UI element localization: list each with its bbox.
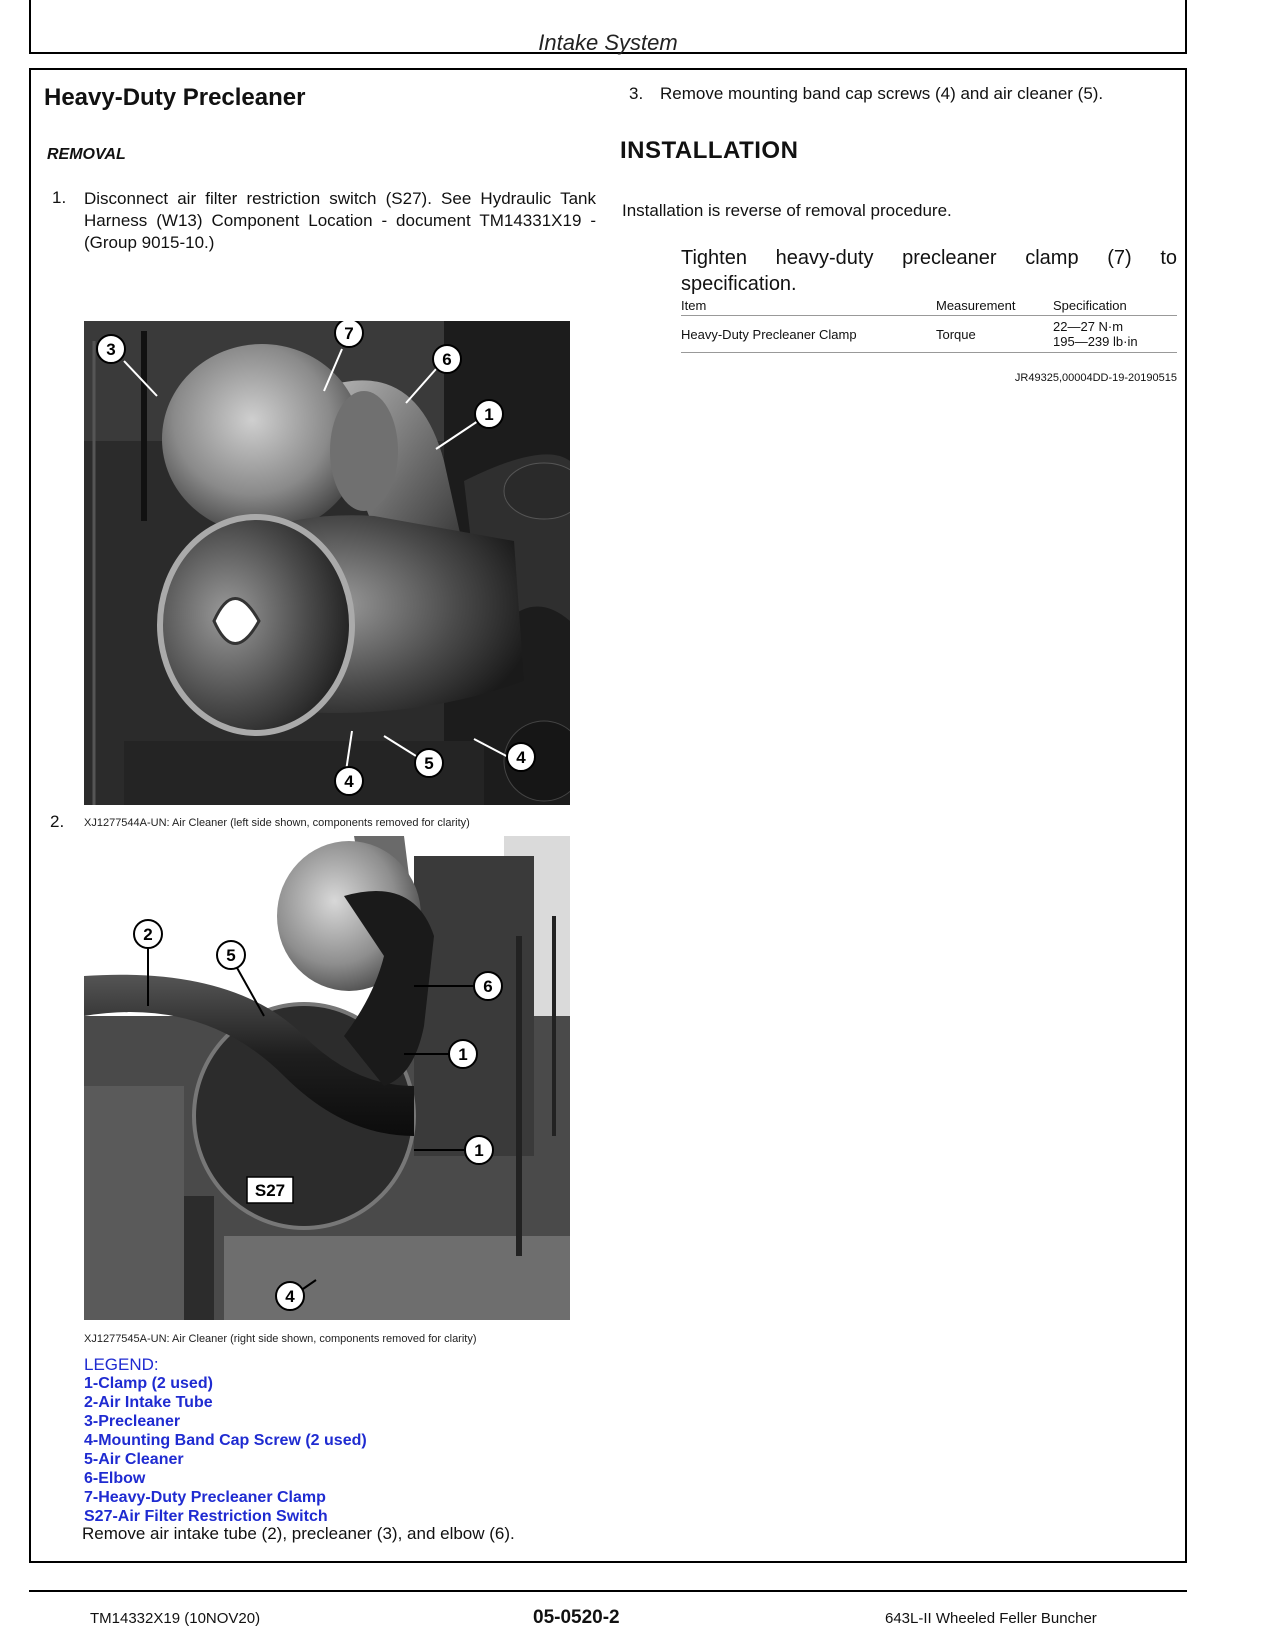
removal-heading: REMOVAL bbox=[47, 146, 126, 163]
step-1-text: Disconnect air filter restriction switch (S27). See Hydraulic Tank Harness (W13) Component Location - document TM14331X19 - (Group 9015-10.) bbox=[84, 189, 596, 252]
svg-text:S27: S27 bbox=[254, 1181, 286, 1200]
legend-item: 7-Heavy-Duty Precleaner Clamp bbox=[84, 1489, 326, 1506]
legend-item: 5-Air Cleaner bbox=[84, 1451, 184, 1468]
spec-table bbox=[681, 296, 1177, 353]
document-id: JR49325,00004DD-19-20190515 bbox=[1014, 372, 1177, 384]
callout-s27 bbox=[247, 1177, 293, 1203]
callout-5 bbox=[415, 749, 443, 777]
footer-machine-name: 643L-II Wheeled Feller Buncher bbox=[885, 1610, 1097, 1627]
svg-text:4: 4 bbox=[344, 772, 354, 791]
legend-item: 6-Elbow bbox=[84, 1470, 146, 1487]
callout-6 bbox=[433, 345, 461, 373]
spec-item: Heavy-Duty Precleaner Clamp bbox=[681, 316, 936, 353]
svg-text:3: 3 bbox=[106, 340, 116, 359]
spec-measurement: Torque bbox=[936, 316, 1053, 353]
callout-7 bbox=[335, 321, 363, 347]
svg-text:7: 7 bbox=[344, 324, 354, 343]
step-3-text: Remove mounting band cap screws (4) and air cleaner (5). bbox=[660, 84, 1104, 103]
callout-4 bbox=[507, 743, 535, 771]
svg-text:1: 1 bbox=[484, 405, 494, 424]
callout-1 bbox=[449, 1040, 477, 1068]
svg-text:6: 6 bbox=[442, 350, 452, 369]
figure-2-callouts bbox=[84, 836, 570, 1320]
spec-value-metric: 22—27 N·m bbox=[1053, 319, 1124, 334]
svg-text:5: 5 bbox=[226, 946, 236, 965]
step-3-number: 3. bbox=[629, 84, 644, 103]
spec-header-measurement: Measurement bbox=[936, 296, 1053, 316]
svg-text:5: 5 bbox=[424, 754, 434, 773]
table-row bbox=[681, 316, 1177, 353]
step-1-number: 1. bbox=[52, 188, 67, 207]
legend-item: S27-Air Filter Restriction Switch bbox=[84, 1508, 328, 1525]
svg-text:1: 1 bbox=[474, 1141, 484, 1160]
callout-2 bbox=[134, 920, 162, 948]
section-title: Heavy-Duty Precleaner bbox=[44, 84, 306, 111]
callout-1 bbox=[465, 1136, 493, 1164]
figure-1-caption: XJ1277544A-UN: Air Cleaner (left side shown, components removed for clarity) bbox=[84, 817, 470, 829]
step-2-number: 2. bbox=[50, 812, 65, 831]
installation-instruction: Tighten heavy-duty precleaner clamp (7) to specification. bbox=[681, 247, 1177, 295]
callout-1 bbox=[475, 400, 503, 428]
spec-header-specification: Specification bbox=[1053, 296, 1177, 316]
svg-text:2: 2 bbox=[143, 925, 153, 944]
page-header-title: Intake System bbox=[538, 30, 678, 55]
installation-intro: Installation is reverse of removal procedure. bbox=[622, 201, 952, 220]
callout-3 bbox=[97, 335, 125, 363]
svg-text:1: 1 bbox=[458, 1045, 468, 1064]
legend-item: 2-Air Intake Tube bbox=[84, 1394, 213, 1411]
svg-text:6: 6 bbox=[483, 977, 493, 996]
footer-page-number: 05-0520-2 bbox=[533, 1607, 620, 1628]
callout-6 bbox=[474, 972, 502, 1000]
legend-item: 4-Mounting Band Cap Screw (2 used) bbox=[84, 1432, 367, 1449]
legend-item: 1-Clamp (2 used) bbox=[84, 1375, 213, 1392]
spec-value-imperial: 195—239 lb·in bbox=[1053, 334, 1138, 349]
svg-text:4: 4 bbox=[516, 748, 526, 767]
installation-heading: INSTALLATION bbox=[620, 137, 799, 164]
callout-5 bbox=[217, 941, 245, 969]
callout-4 bbox=[276, 1282, 304, 1310]
footer-divider bbox=[29, 1590, 1187, 1592]
spec-value bbox=[1053, 316, 1177, 353]
figure-1-callouts bbox=[84, 321, 570, 805]
legend-item: 3-Precleaner bbox=[84, 1413, 181, 1430]
figure-2-caption: XJ1277545A-UN: Air Cleaner (right side shown, components removed for clarity) bbox=[84, 1333, 477, 1345]
spec-header-item: Item bbox=[681, 296, 936, 316]
legend-title: LEGEND: bbox=[84, 1355, 159, 1374]
step-2-text: Remove air intake tube (2), precleaner (3), and elbow (6). bbox=[82, 1524, 515, 1543]
svg-text:4: 4 bbox=[285, 1287, 295, 1306]
callout-4 bbox=[335, 767, 363, 795]
spec-table-header-row bbox=[681, 296, 1177, 316]
footer-manual-id: TM14332X19 (10NOV20) bbox=[90, 1610, 261, 1627]
legend bbox=[84, 1355, 367, 1526]
